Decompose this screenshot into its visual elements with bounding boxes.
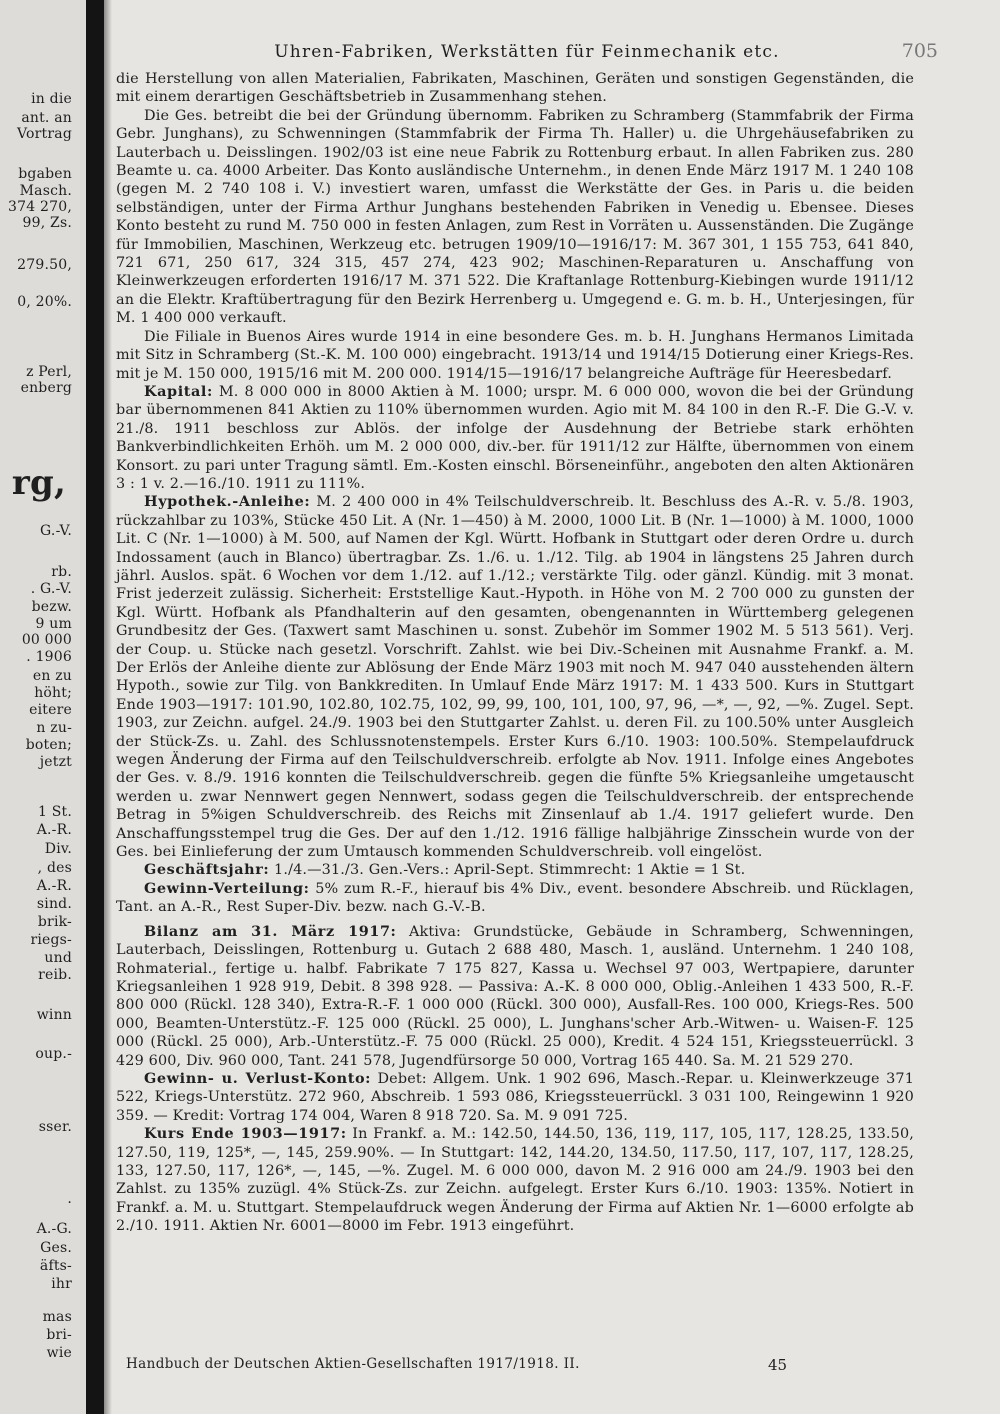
previous-page-fragment: brik- <box>37 914 72 930</box>
previous-page-fragment: 9 um <box>35 616 72 632</box>
previous-page-fragment: oup.- <box>35 1046 72 1062</box>
paragraph-text: M. 8 000 000 in 8000 Aktien à M. 1000; urspr. M. 6 000 000, wovon die bei der Gründung bar übernommenen 841 Aktien zu 110% übernommen wurden. Agio mit M. 84 100 in den R.-F. Die G.-V. v. 21./8. 1911 beschloss zur Ablös. der infolge der Ausdehnung der Betriebe stark erhöhten Bankverbindlichkeiten Erhöh. um M. 2 000 000, div.-ber. für 1911/12 zur Hälfte, übernommen von einem Konsort. zu pari unter Tragung sämtl. Em.-Kosten einschl. Börseneinführ., angeboten den alten Aktionären 3 : 1 v. 2.—16./10. 1911 zu 111%. <box>116 383 914 492</box>
previous-page-fragment: höht; <box>34 685 72 701</box>
previous-page-fragment: enberg <box>20 380 72 396</box>
previous-page-fragment: sind. <box>36 896 72 912</box>
paragraph <box>116 383 914 493</box>
paragraph <box>116 1125 914 1235</box>
page-number: 705 <box>901 40 938 62</box>
previous-page-fragment: mas <box>42 1309 72 1325</box>
previous-page-column <box>0 0 86 1414</box>
paragraph-text: 5% zum R.-F., hierauf bis 4% Div., event. besondere Abschreib. und Rücklagen, Tant. an A.-R., Rest Super-Div. bezw. nach G.-V.-B. <box>116 880 914 916</box>
previous-page-fragment: äfts- <box>39 1258 72 1274</box>
paragraph <box>116 107 914 328</box>
sheet-signature: 45 <box>768 1356 788 1374</box>
paragraph-text: Die Filiale in Buenos Aires wurde 1914 in eine besondere Ges. m. b. H. Junghans Hermanos Limitada mit Sitz in Schramberg (St.-K. M. 100 000) eingebracht. 1913/14 und 1914/15 Dotierung einer Kriegs-Res. mit je M. 150 000, 1915/16 mit M. 200 000. 1914/15—1916/17 belangreiche Aufträge für Heeresbedarf. <box>116 328 914 382</box>
previous-page-fragment: en zu <box>32 668 72 684</box>
previous-page-fragment: Vortrag <box>17 126 72 142</box>
previous-page-fragment: ihr <box>51 1276 72 1292</box>
previous-page-fragment: z Perl, <box>26 364 72 380</box>
paragraph <box>116 328 914 383</box>
paragraph-text: Aktiva: Grundstücke, Gebäude in Schramberg, Schwenningen, Lauterbach, Deisslingen, Rottenburg u. Gutach 2 688 480, Masch. 1, ausländ. Unternehm. 1 240 108, Rohmaterial., fertige u. halbf. Fabrikate 7 175 827, Kassa u. Wechsel 97 003, Wertpapiere, darunter Kriegsanleihen 1 928 919, Debit. 8 398 928. — Passiva: A.-K. 8 000 000, Oblig.-Anleihen 1 433 500, R.-F. 800 000 (Rückl. 128 340), Extra-R.-F. 1 000 000 (Rückl. 300 000), Ausfall-Res. 100 000, Kriegs-Res. 500 000, Beamten-Unterstütz.-F. 125 000 (Rückl. 25 000), L. Junghans'scher Arb.-Witwen- u. Waisen-F. 125 000 (Rückl. 25 000), Arb.-Unterstütz.-F. 75 000 (Rückl. 25 000), Kredit. 4 524 151, Kriegssteuerrückl. 3 429 600, Div. 960 000, Tant. 241 578, Jugendfürsorge 50 000, Vortrag 165 440. Sa. M. 21 529 270. <box>116 923 914 1069</box>
previous-page-fragment: eitere <box>29 702 72 718</box>
previous-page-fragment: ant. an <box>21 110 72 126</box>
paragraph-text: M. 2 400 000 in 4% Teilschuldverschreib. lt. Beschluss des A.-R. v. 5./8. 1903, rückzahlbar zu 103%, Stücke 450 Lit. A (Nr. 1—450) à M. 2000, 1000 Lit. B (Nr. 1—1000) à M. 1000, 1000 Lit. C (Nr. 1—1000) à M. 500, auf Namen der Kgl. Württ. Hofbank in Stuttgart oder deren Ordre u. durch Indossament (auch in Blanco) übertragbar. Zs. 1./6. u. 1./12. Tilg. ab 1904 in längstens 25 Jahren durch jährl. Auslos. spät. 6 Wochen vor dem 1./12. auf 1./12.; verstärkte Tilg. oder gänzl. Kündig. mit 3 monat. Frist jederzeit zulässig. Sicherheit: Erststellige Kaut.-Hypoth. in Höhe von M. 2 700 000 zu gunsten der Kgl. Württ. Hofbank als Pfandhalterin auf den gesamten, obengenannten in Württemberg gelegenen Grundbesitz der Ges. (Taxwert samt Maschinen u. sonst. Zubehör im Sommer 1902 M. 5 513 561). Verj. der Coup. u. Stücke nach gesetzl. Vorschrift. Zahlst. wie bei Div.-Scheinen mit Ausnahme Frankf. a. M. Der Erlös der Anleihe diente zur Ablösung der Ende März 1903 mit noch M. 947 040 ausstehenden ältern Hypoth., sowie zur Tilg. von Bankkrediten. In Umlauf Ende März 1917: M. 1 433 500. Kurs in Stuttgart Ende 1903—1917: 101.90, 102.80, 102.75, 102, 99, 99, 100, 101, 100, 97, 96, —*, —, 92, —%. Zugel. Sept. 1903, zur Zeichn. aufgel. 24./9. 1903 bei den Stuttgarter Zahlst. u. deren Fil. zu 100.50% unter Ausgleich der Stück-Zs. u. Zahl. des Schlussnotenstempels. Erster Kurs 6./10. 1903: 100.50%. Stempelaufdruck wegen Änderung der Firma auf den Teilschuldverschreib. erfolgte ab Nov. 1911. Infolge eines Angebotes der Ges. v. 8./9. 1916 konnten die Teilschuldverschreib. gegen die fünfte 5% Kriegsanleihe umgetauscht werden u. zwar Nennwert gegen Nennwert, sodass gegen die Teilschuldverschreib. der entsprechende Betrag in 5%igen Schuldverschreib. des Reichs mit Zinsenlauf ab 1./4. 1917 geliefert wurde. Den Anschaffungsstempel trug die Ges. Der auf den 1./12. 1916 fällige halbjährige Zinsschein wurde von der Ges. bei Einlieferung der zum Umtausch kommenden Schuldverschreib. voll eingelöst. <box>116 494 914 861</box>
previous-page-fragment: jetzt <box>39 754 72 770</box>
previous-page-fragment: 374 270, <box>8 199 72 215</box>
previous-page-fragment: 0, 20%. <box>17 294 72 310</box>
paragraph-text: die Herstellung von allen Materialien, Fabrikaten, Maschinen, Geräten und sonstigen Gegenständen, die mit einem derartigen Geschäftsbetrieb in Zusammenhang stehen. <box>116 71 914 106</box>
previous-page-fragment: n zu- <box>36 720 72 736</box>
paragraph-text: Die Ges. betreibt die bei der Gründung übernomm. Fabriken zu Schramberg (Stammfabrik der Firma Gebr. Junghans), zu Schwenningen (Stammfabrik der Firma Th. Haller) u. die Uhrgehäusefabriken zu Lauterbach u. Deisslingen. 1902/03 ist eine neue Fabrik zu Rottenburg erbaut. In allen Fabriken zus. 280 Beamte u. ca. 4000 Arbeiter. Das Konto ausländische Unternehm., in denen Ende März 1917 M. 1 240 108 (gegen M. 2 740 108 i. V.) investiert waren, umfasst die Werkstätte der Ges. in Paris u. die beiden selbständigen, unter der Firma Arthur Junghans bestehenden Fabriken in Venedig u. Ebensee. Dieses Konto besteht zu rund M. 750 000 in festen Anlagen, zum Rest in Vorräten u. Aussenständen. Die Zugänge für Immobilien, Maschinen, Werkzeug etc. betrugen 1909/10—1916/17: M. 367 301, 1 155 753, 641 840, 721 671, 250 617, 324 315, 457 274, 423 902; Maschinen-Reparaturen u. Anschaffung von Kleinwerkzeugen erforderten 1916/17 M. 371 522. Die Kraftanlage Rottenburg-Kiebingen wurde 1911/12 an die Elektr. Kraftübertragung für den Bezirk Herrenberg u. Umgegend e. G. m. b. H., Unterjesingen, für M. 1 400 000 verkauft. <box>116 107 914 327</box>
previous-page-fragment: 99, Zs. <box>22 215 72 231</box>
previous-page-fragment: Masch. <box>19 183 72 199</box>
previous-page-fragment: A.-R. <box>36 878 72 894</box>
paragraph-text: Debet: Allgem. Unk. 1 902 696, Masch.-Repar. u. Kleinwerkzeuge 371 522, Kriegs-Unterstütz. 272 960, Abschreib. 1 593 086, Kriegssteuerrückl. 3 031 100, Reingewinn 1 920 359. — Kredit: Vortrag 174 004, Waren 8 918 720. Sa. M. 9 091 725. <box>116 1070 915 1124</box>
paragraph <box>116 1070 914 1125</box>
section-heading: Hypothek.-Anleihe: <box>144 493 311 511</box>
previous-page-fragment: G.-V. <box>40 523 72 539</box>
book-gutter <box>86 0 104 1414</box>
section-heading: Kurs Ende 1903—1917: <box>144 1125 347 1143</box>
book-footer: Handbuch der Deutschen Aktien-Gesellschaften 1917/1918. II. <box>126 1356 580 1372</box>
previous-page-fragment: wie <box>46 1345 72 1361</box>
previous-page-fragment: Ges. <box>40 1240 72 1256</box>
previous-page-fragment: 1 St. <box>37 804 72 820</box>
previous-page-fragment: in die <box>31 91 72 107</box>
previous-page-fragment: . <box>67 1191 72 1207</box>
previous-page-fragment: 00 000 <box>21 632 72 648</box>
previous-page-fragment: bgaben <box>18 166 72 182</box>
previous-page-fragment: rg, <box>11 463 66 503</box>
paragraph <box>116 861 914 879</box>
paragraph <box>116 880 914 917</box>
previous-page-fragment: winn <box>36 1007 72 1023</box>
section-heading: Geschäftsjahr: <box>144 861 270 879</box>
paragraph-text: In Frankf. a. M.: 142.50, 144.50, 136, 119, 117, 105, 117, 128.25, 133.50, 127.50, 119, 125*, —, 145, 259.90%. — In Stuttgart: 142, 144.20, 134.50, 117.50, 117, 107, 117, 128.25, 133, 127.50, 117, 126*, —, 145, —%. Zugel. M. 6 000 000, davon M. 2 916 000 am 24./9. 1903 bei den Zahlst. zu 135% zuzügl. 4% Stück-Zs. zur Zeichn. aufgelegt. Erster Kurs 6./10. 1903: 135%. Notiert in Frankf. a. M. u. Stuttgart. Stempelaufdruck wegen Änderung der Firma auf Aktien Nr. 1—6000 erfolgte ab 2./10. 1911. Aktien Nr. 6001—8000 im Febr. 1913 eingeführt. <box>116 1126 914 1235</box>
paragraph <box>116 923 914 1070</box>
previous-page-fragment: Div. <box>44 841 72 857</box>
gutter-shadow <box>104 0 112 1414</box>
section-heading: Gewinn-Verteilung: <box>144 879 310 897</box>
section-heading: Gewinn- u. Verlust-Konto: <box>144 1069 372 1087</box>
previous-page-fragment: sser. <box>38 1119 72 1135</box>
document-page <box>112 0 1000 1414</box>
body-text <box>116 70 914 1236</box>
previous-page-fragment: boten; <box>25 737 72 753</box>
paragraph <box>116 493 914 861</box>
section-heading: Kapital: <box>144 382 213 400</box>
previous-page-fragment: . 1906 <box>26 649 72 665</box>
previous-page-fragment: A.-G. <box>36 1221 72 1237</box>
previous-page-fragment: und <box>44 950 72 966</box>
previous-page-fragment: rb. <box>51 564 72 580</box>
previous-page-fragment: 279.50, <box>17 257 72 273</box>
previous-page-fragment: reib. <box>38 967 72 983</box>
previous-page-fragment: bri- <box>46 1327 72 1343</box>
previous-page-fragment: . G.-V. <box>30 581 72 597</box>
paragraph-text: 1./4.—31./3. Gen.-Vers.: April-Sept. Stimmrecht: 1 Aktie = 1 St. <box>269 862 746 879</box>
running-head: Uhren-Fabriken, Werkstätten für Feinmechanik etc. <box>274 42 780 62</box>
paragraph <box>116 70 914 107</box>
previous-page-fragment: bezw. <box>31 599 72 615</box>
section-heading: Bilanz am 31. März 1917: <box>144 922 397 940</box>
previous-page-fragment: A.-R. <box>36 822 72 838</box>
previous-page-fragment: , des <box>37 860 72 876</box>
previous-page-fragment: riegs- <box>30 932 72 948</box>
